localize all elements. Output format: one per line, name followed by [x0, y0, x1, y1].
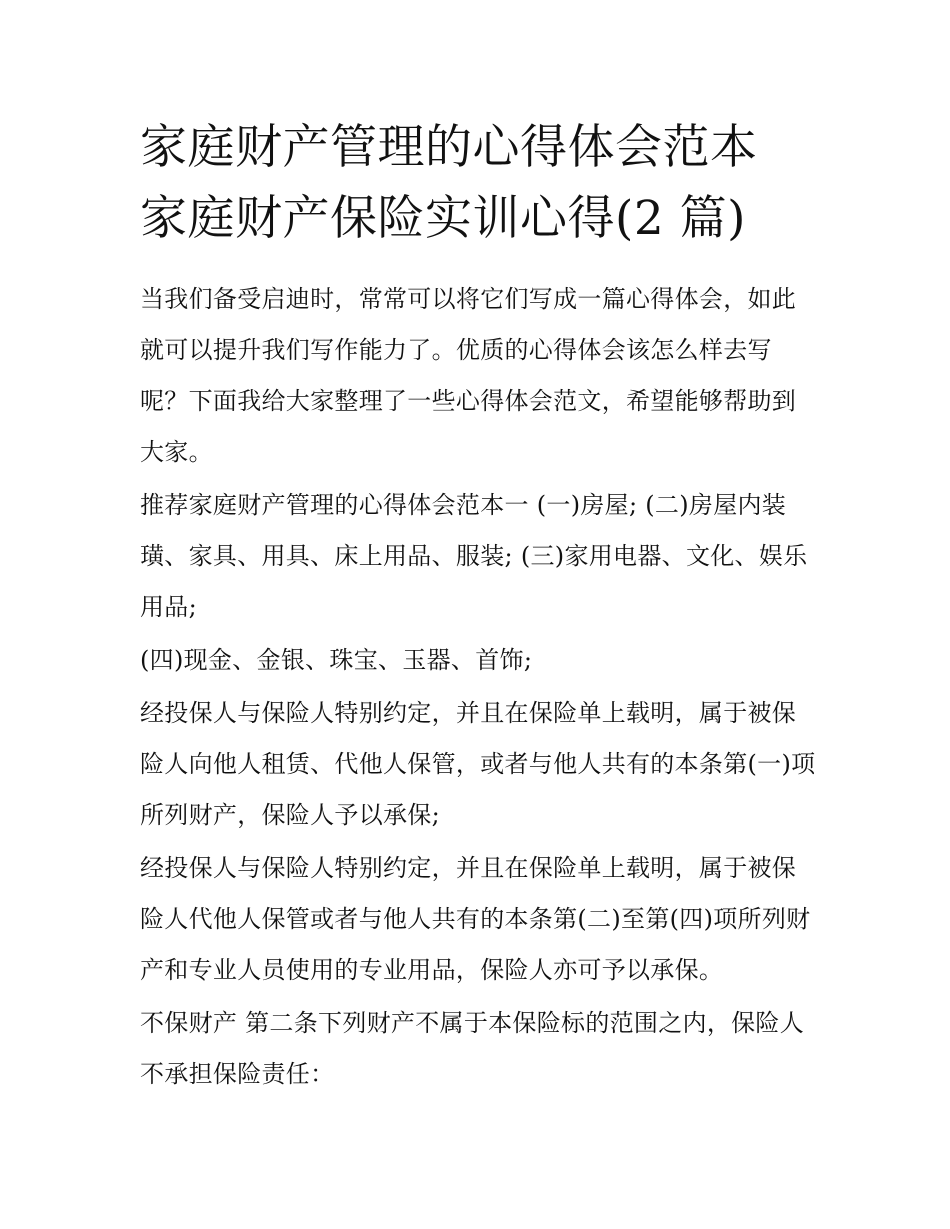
paragraph-property-list: 推荐家庭财产管理的心得体会范本一 (一)房屋; (二)房屋内装璜、家具、用具、床上用品、服装; (三)家用电器、文化、娱乐用品;	[140, 491, 808, 621]
title-line-2: 家庭财产保险实训心得(2 篇)	[140, 191, 747, 246]
document-title	[140, 112, 820, 254]
title-line-1: 家庭财产管理的心得体会范本	[140, 120, 758, 175]
paragraph-valuables: (四)现金、金银、珠宝、玉器、首饰;	[140, 646, 533, 674]
paragraph-special-agreement-2: 经投保人与保险人特别约定，并且在保险单上载明，属于被保险人代他人保管或者与他人共有的本条第(二)至第(四)项所列财产和专业人员使用的专业用品，保险人亦可予以承保。	[140, 854, 811, 984]
paragraph-special-agreement-1: 经投保人与保险人特别约定，并且在保险单上载明，属于被保险人向他人租赁、代他人保管，或者与他人共有的本条第(一)项所列财产，保险人予以承保;	[140, 699, 816, 829]
paragraph-intro: 当我们备受启迪时，常常可以将它们写成一篇心得体会，如此就可以提升我们写作能力了。优质的心得体会该怎么样去写呢？下面我给大家整理了一些心得体会范文，希望能够帮助到大家。	[140, 285, 797, 466]
document-page	[140, 112, 820, 1102]
paragraph-excluded-property: 不保财产 第二条下列财产不属于本保险标的范围之内，保险人不承担保险责任：	[140, 1009, 805, 1088]
